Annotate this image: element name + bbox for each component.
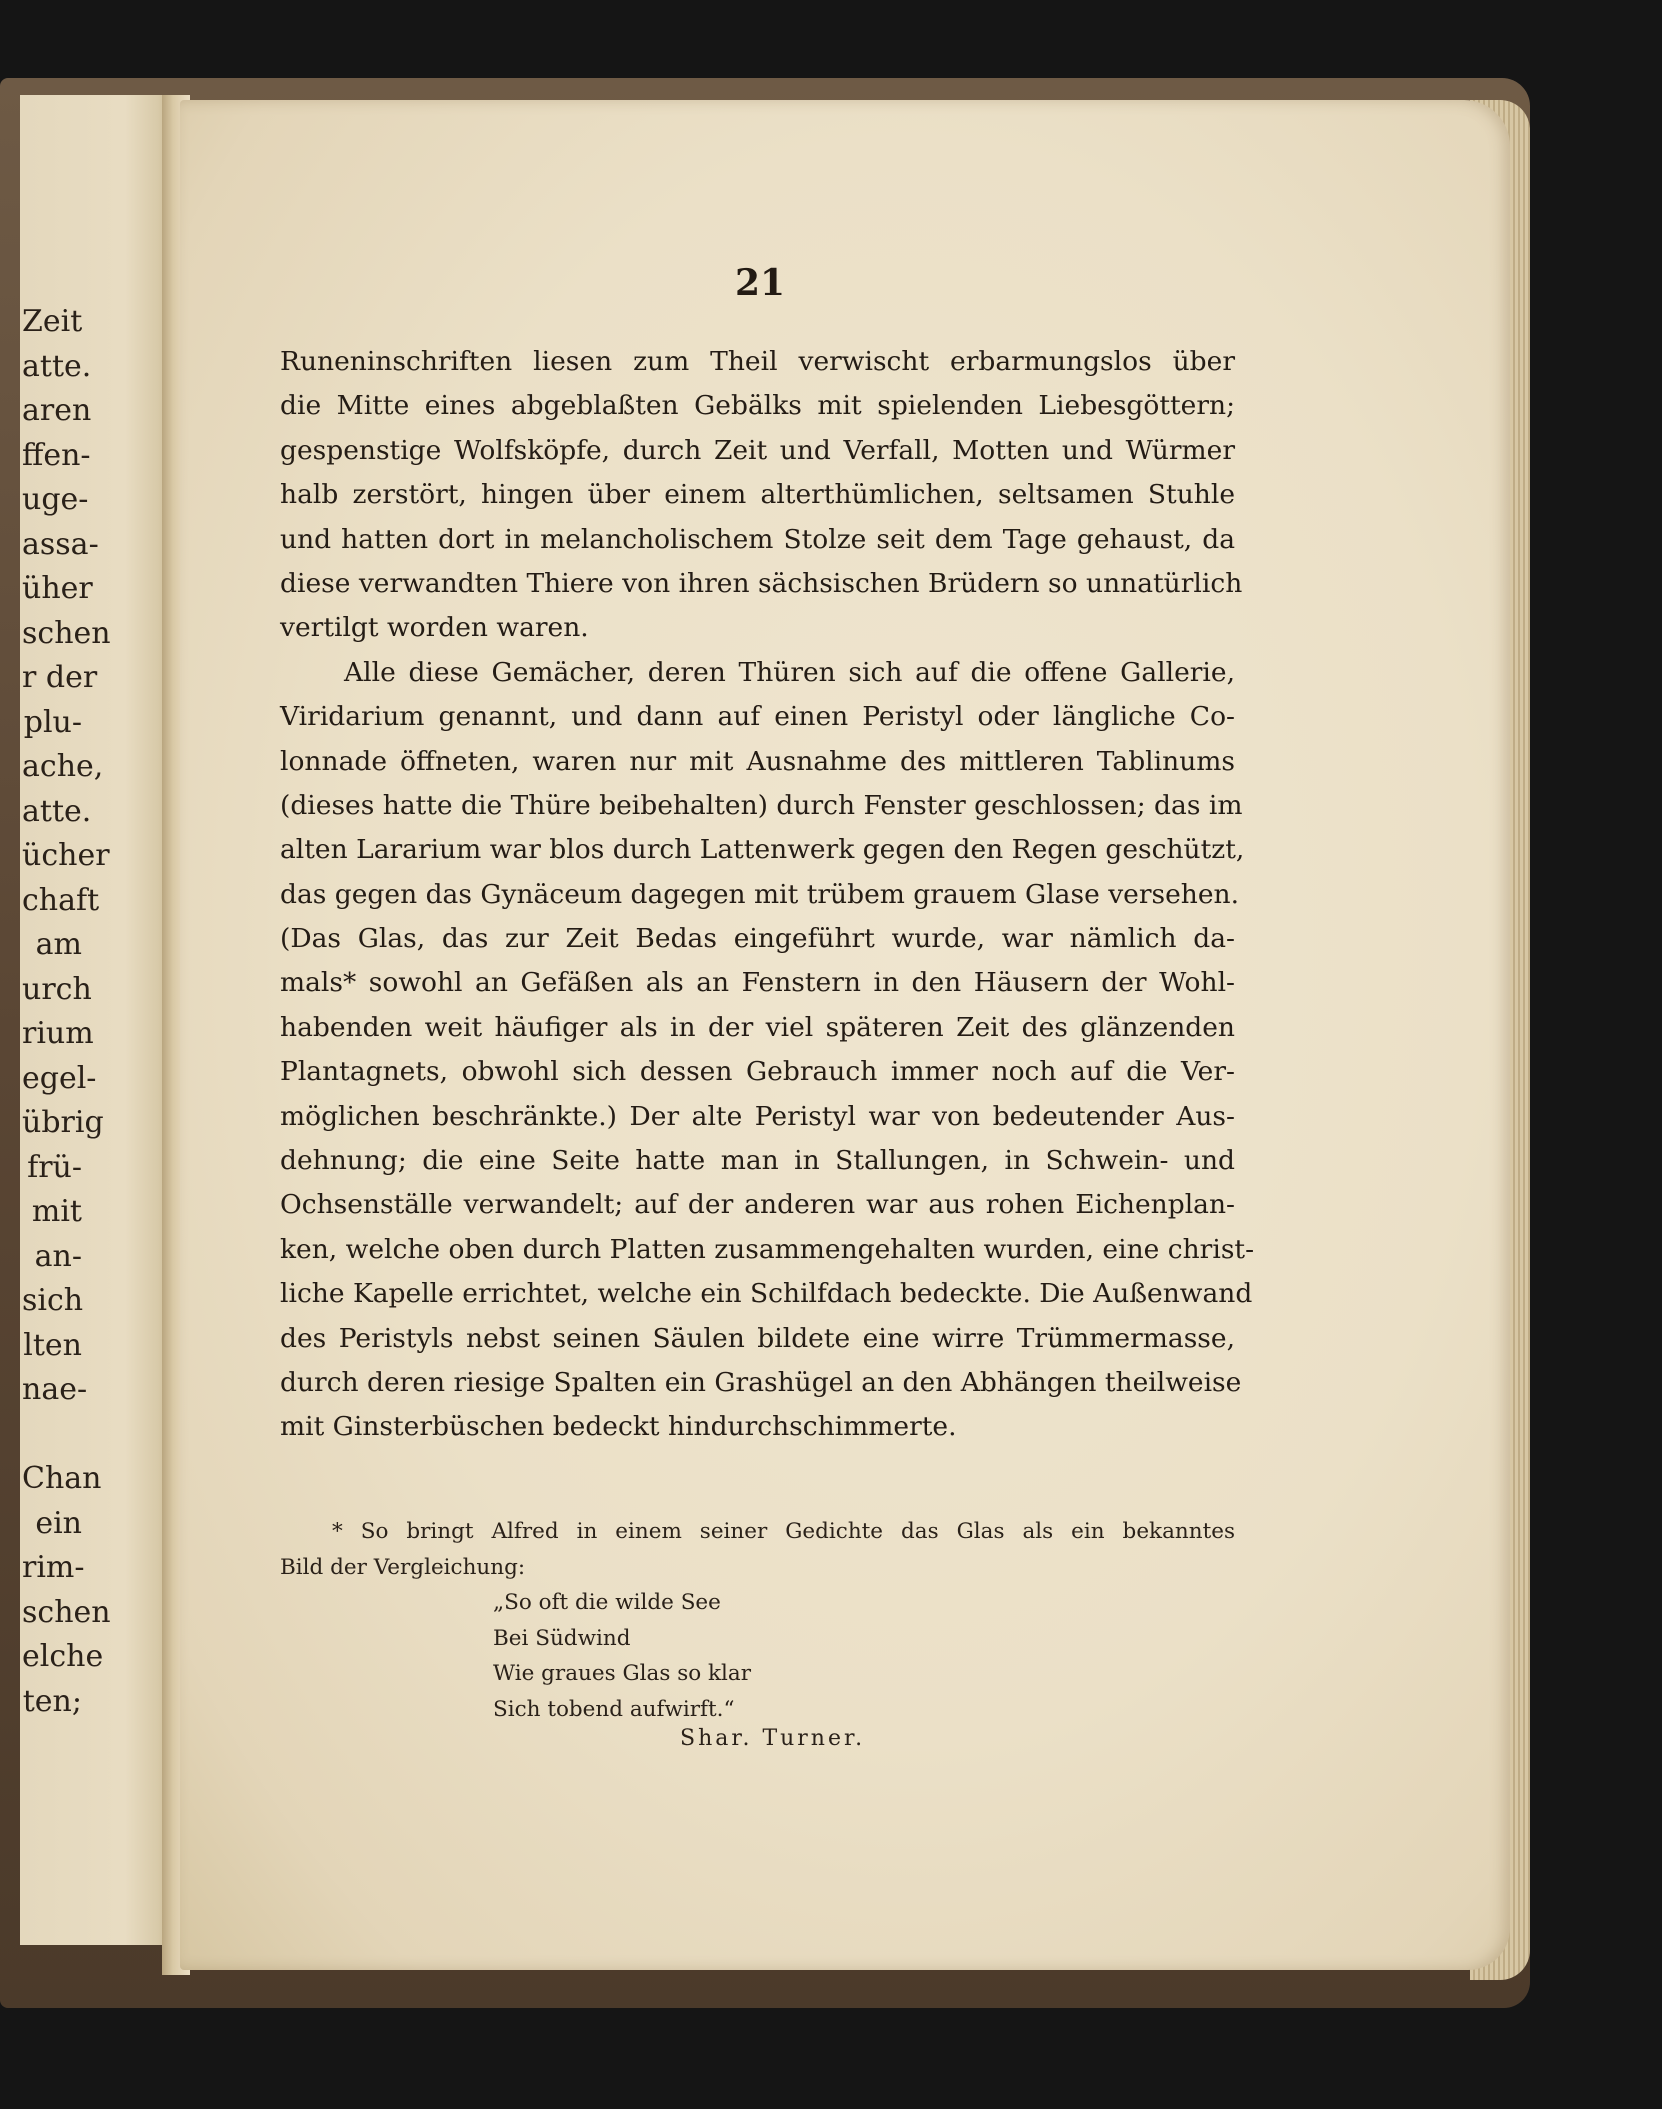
body-line: das gegen das Gynäceum dagegen mit trübem grauem Glase versehen. — [280, 878, 1240, 910]
left-page-fragment: atte. — [22, 348, 92, 384]
body-line: gespenstige Wolfsköpfe, durch Zeit und Verfall, Motten und Würmer — [280, 434, 1235, 466]
left-page-fragment: schen — [22, 615, 111, 651]
footnote-line: * So bringt Alfred in einem seiner Gedichte das Glas als ein bekanntes — [332, 1519, 1235, 1544]
left-page-fragment: lten — [23, 1327, 82, 1363]
body-line: ken, welche oben durch Platten zusammengehalten wurden, eine christ- — [280, 1233, 1255, 1265]
footnote-poem — [493, 1585, 751, 1727]
body-line: Viridarium genannt, und dann auf einen Peristyl oder längliche Co- — [280, 701, 1235, 733]
body-line: Runeninschriften liesen zum Theil verwischt erbarmungslos über — [280, 346, 1235, 377]
poem-line: Sich tobend aufwirft.“ — [493, 1696, 735, 1722]
footnote — [280, 1514, 1235, 1585]
body-line: Ochsenställe verwandelt; auf der anderen war aus rohen Eichenplan- — [280, 1189, 1235, 1221]
left-page-fragment: sich — [22, 1283, 84, 1318]
body-line: dehnung; die eine Seite hatte man in Stallungen, in Schwein- und — [280, 1145, 1235, 1177]
left-page-fragment: egel- — [22, 1060, 97, 1096]
body-line: lonnade öffneten, waren nur mit Ausnahme des mittleren Tablinums — [280, 745, 1235, 777]
body-line: mals* sowohl an Gefäßen als an Fenstern in den Häusern der Wohl- — [280, 967, 1235, 999]
left-page-fragment: an- — [34, 1238, 82, 1274]
left-page-fragment: uge- — [22, 482, 89, 517]
left-page-fragment: plu- — [23, 704, 82, 740]
left-page-fragment: ache, — [22, 749, 104, 784]
left-page-fragment: rium — [22, 1016, 94, 1051]
left-page-fragment: üher — [22, 571, 93, 606]
body-line: habenden weit häufiger als in der viel späteren Zeit des glänzenden — [280, 1011, 1235, 1043]
footnote-line: Bild der Vergleichung: — [280, 1554, 526, 1580]
page-number: 21 — [734, 262, 786, 304]
body-line: vertilgt worden waren. — [280, 612, 589, 644]
body-line: liche Kapelle errichtet, welche ein Schilfdach bedeckte. Die Außenwand — [280, 1278, 1253, 1310]
body-line: halb zerstört, hingen über einem alterthümlichen, seltsamen Stuhle — [280, 479, 1235, 511]
left-page-fragment — [22, 1413, 82, 1458]
body-line: die Mitte eines abgeblaßten Gebälks mit spielenden Liebesgöttern; — [280, 390, 1235, 422]
left-page-fragment: r der — [22, 660, 98, 695]
body-line: alten Lararium war blos durch Lattenwerk gegen den Regen geschützt, — [280, 834, 1245, 866]
left-page-text-fragments — [22, 300, 111, 1724]
left-page-fragment: ten; — [22, 1683, 82, 1719]
left-page-fragment: mit — [31, 1194, 82, 1229]
body-line: durch deren riesige Spalten ein Grashügel an den Abhängen theilweise — [280, 1366, 1242, 1398]
body-line: Alle diese Gemächer, deren Thüren sich auf die offene Gallerie, — [344, 656, 1235, 688]
left-page-fragment: ffen- — [22, 437, 91, 473]
left-page-fragment: frü- — [27, 1149, 82, 1185]
body-line: mit Ginsterbüschen bedeckt hindurchschimmerte. — [280, 1411, 957, 1443]
left-page-fragment: am — [35, 927, 82, 962]
poem-line: Wie graues Glas so klar — [493, 1661, 751, 1687]
body-line: des Peristyls nebst seinen Säulen bildete eine wirre Trümmermasse, — [280, 1322, 1235, 1354]
left-page-fragment: Chan — [22, 1461, 102, 1496]
left-page-fragment: übrig — [22, 1105, 104, 1140]
left-page-fragment: aren — [22, 393, 92, 428]
left-page-fragment: rim- — [22, 1550, 85, 1585]
body-line: diese verwandten Thiere von ihren sächsischen Brüdern so unnatürlich — [280, 567, 1243, 599]
left-page-fragment: elche — [22, 1639, 104, 1674]
poem-attribution: Shar. Turner. — [680, 1726, 866, 1751]
left-page-fragment: schen — [22, 1594, 111, 1630]
left-page-fragment: nae- — [22, 1372, 88, 1407]
body-line: (Das Glas, das zur Zeit Bedas eingeführt wurde, war nämlich da- — [280, 923, 1235, 955]
body-line: (dieses hatte die Thüre beibehalten) durch Fenster geschlossen; das im — [280, 789, 1243, 821]
left-page-fragment: atte. — [22, 793, 92, 829]
body-text — [280, 340, 1255, 1450]
left-page-fragment: Zeit — [22, 304, 83, 339]
poem-line: Bei Südwind — [493, 1625, 631, 1651]
body-line: und hatten dort in melancholischem Stolze seit dem Tage gehaust, da — [280, 523, 1235, 555]
left-page-fragment: chaft — [22, 882, 100, 918]
left-page-fragment: ein — [35, 1505, 82, 1541]
left-page-fragment: urch — [22, 971, 92, 1007]
poem-line: „So oft die wilde See — [493, 1590, 721, 1615]
body-line: Plantagnets, obwohl sich dessen Gebrauch immer noch auf die Ver- — [280, 1056, 1235, 1088]
left-page-fragment: ücher — [22, 838, 110, 873]
body-line: möglichen beschränkte.) Der alte Peristyl war von bedeutender Aus- — [280, 1100, 1235, 1132]
left-page-fragment: assa- — [22, 526, 99, 562]
